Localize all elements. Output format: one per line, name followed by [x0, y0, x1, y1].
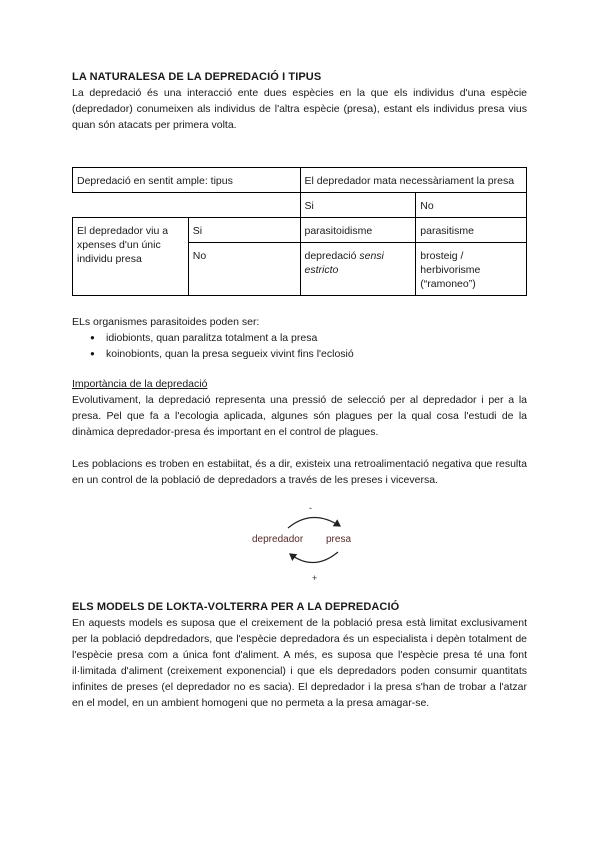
parasitoids-list: [72, 330, 527, 362]
table-row1-label: Si: [188, 218, 300, 243]
table-cell-herbivory: brosteig / herbivorisme (“ramoneo”): [416, 243, 527, 296]
table-header-right: El depredador mata necessàriament la presa: [300, 168, 527, 193]
list-item: ● koinobionts, quan la presa segueix vivint fins l'eclosió: [106, 346, 527, 362]
table-row-label: El depredador viu a xpenses d'un únic individu presa: [73, 218, 189, 296]
document-page: [72, 70, 527, 711]
positive-sign: +: [312, 573, 318, 583]
predation-strict-italic: sensi estricto: [304, 250, 384, 276]
table-header-left: Depredació en sentit ample: tipus: [73, 168, 301, 193]
predator-label: depredador: [252, 534, 304, 545]
table-row: [73, 193, 527, 218]
lotka-volterra-paragraph: En aquests models es suposa que el creixement de la població presa està limitat exclusivament per la població depdredadors, que l'espècie depredadora és un especialista i depèn totalment de l'espècie presa com a única font d'aliment. A més, es suposa que l'espècie presa té una font il·limitada d'aliment (creixement exponencial) i que els depredadors poden consumir quantitats infinites de preses (el depredador no es sacia). El depredador i la presa s'han de trobar a l'atzar en el model, en un ambient homogeni que no permeta a la presa amagar-se.: [72, 617, 527, 709]
prey-label: presa: [326, 534, 352, 545]
feedback-diagram: [72, 502, 527, 588]
table-empty-cell: [73, 193, 301, 218]
section-heading-lotka-volterra: ELS MODELS DE LOKTA-VOLTERRA PER A LA DEPREDACIÓ: [72, 601, 400, 613]
importance-paragraph-2: Les poblacions es troben en estabiitat, és a dir, existeix una retroalimentació negativa que resulta en un control de la població de depredadors a través de les preses i viceversa.: [72, 458, 527, 486]
negative-sign: -: [309, 503, 312, 513]
parasitoids-intro: ELs organismes parasitoides poden ser:: [72, 316, 260, 328]
table-cell-predation-strict: [300, 243, 416, 296]
table-col-si: Si: [300, 193, 416, 218]
table-row: [73, 218, 527, 243]
predation-strict-normal: depredació: [304, 250, 360, 262]
arrow-top-icon: [288, 517, 340, 528]
table-cell-parasitism: parasitisme: [416, 218, 527, 243]
importance-paragraph-1: Evolutivament, la depredació representa una pressió de selecció per al depredador i per a la presa. Pel que fa a l'ecologia aplicada, algunes són plagues per la qual cosa l'estudi de la dinàmica depredador-presa és important en el control de plagues.: [72, 394, 527, 438]
table-row: [73, 168, 527, 193]
section-heading-nature: LA NATURALESA DE LA DEPREDACIÓ I TIPUS: [72, 71, 322, 83]
table-col-no: No: [416, 193, 527, 218]
importance-title: Importància de la depredació: [72, 378, 208, 390]
table-row2-label: No: [188, 243, 300, 296]
list-item: ● idiobionts, quan paralitza totalment a la presa: [106, 330, 527, 346]
predation-types-table: [72, 167, 527, 296]
table-cell-parasitoidism: parasitoidisme: [300, 218, 416, 243]
arrow-bottom-icon: [290, 552, 338, 563]
intro-paragraph: La depredació és una interacció ente dues espècies en la que els individus d'una espècie (depredador) conumeixen als individus de l'altra espècie (presa), estant els individus presa vius quan són atacats per primera volta.: [72, 87, 527, 131]
